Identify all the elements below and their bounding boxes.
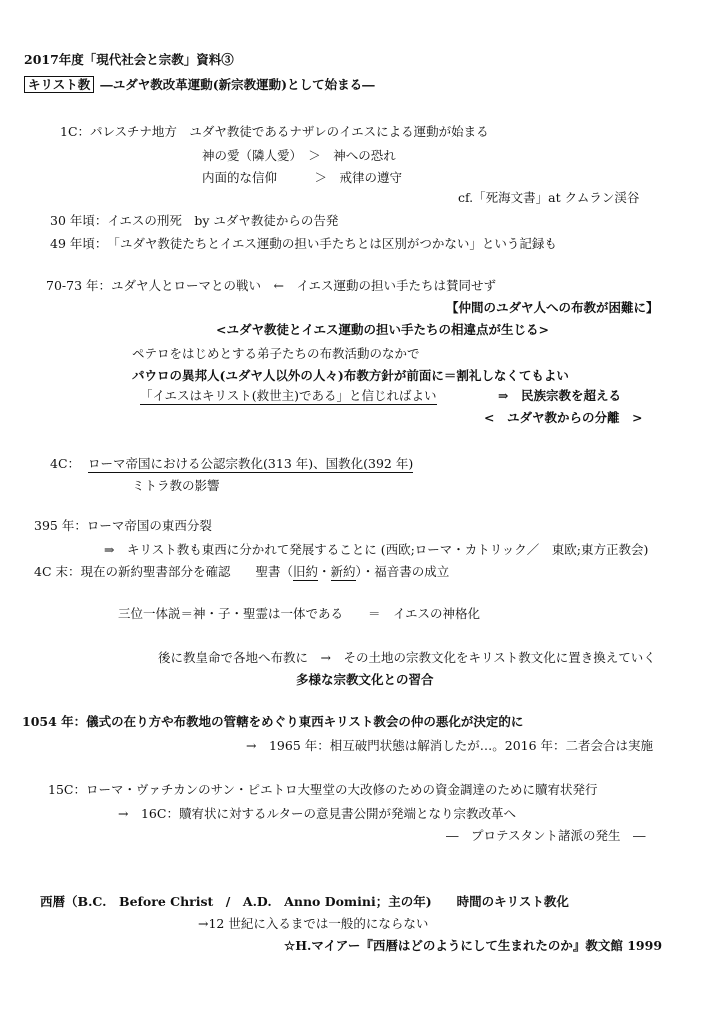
1c-line1: 1C：パレスチナ地方 ユダヤ教徒であるナザレのイエスによる運動が始まる	[60, 124, 489, 139]
protestant-line: ― プロテスタント諸派の発生 ―	[446, 828, 646, 843]
header-row	[24, 77, 375, 93]
1965-line: → 1965 年：相互破門状態は解消したが…。2016 年：二者会合は実施	[246, 738, 654, 753]
seireki-line: 西暦（B.C. Before Christ / A.D. Anno Domini；主の年) 時間のキリスト教化	[40, 894, 569, 909]
cf-dead-sea: cf.「死海文書」at クムラン渓谷	[458, 190, 640, 205]
70-73-line: 70-73 年：ユダヤ人とローマとの戦い ← イエス運動の担い手たちは賛同せず	[46, 278, 496, 293]
doc-subtitle: ―ユダヤ教改革運動(新宗教運動)として始まる―	[100, 77, 375, 92]
1054-line: 1054 年：儀式の在り方や布教地の管轄をめぐり東西キリスト教会の仲の悪化が決定的に	[22, 714, 524, 729]
east-west-line: ⇒ キリスト教も東西に分かれて発展することに (西欧;ローマ・カトリック／ 東欧;東方正教会)	[104, 542, 649, 557]
doc-title: 2017年度「現代社会と宗教」資料③	[24, 52, 234, 67]
1c-line3: 内面的な信仰 ＞ 戒律の遵守	[202, 170, 403, 185]
separation-line: < ユダヤ教からの分離 >	[484, 410, 643, 425]
15c-line: 15C：ローマ・ヴァチカンのサン・ピエトロ大聖堂の大改修のための資金調達のために贖宥状発行	[48, 782, 598, 797]
395-line: 395 年：ローマ帝国の東西分裂	[34, 518, 212, 533]
mithra-line: ミトラ教の影響	[132, 478, 220, 493]
4c-line: 4C： ローマ帝国における公認宗教化(313 年)、国教化(392 年)	[50, 456, 414, 471]
syncretism-line: 多様な宗教文化との習合	[296, 672, 434, 687]
belief-line: 「イエスはキリスト(救世主)である」と信じればよい	[140, 388, 437, 403]
12th-century-line: →12 世紀に入るまでは一般的にならない	[198, 916, 429, 931]
beyond-ethnic: ⇒ 民族宗教を超える	[498, 388, 621, 403]
peter-line: ペテロをはじめとする弟子たちの布教活動のなかで	[132, 346, 420, 361]
reference-line: ☆H.マイアー『西暦はどのようにして生まれたのか』教文館 1999	[284, 938, 663, 953]
mission-line: 後に教皇命で各地へ布教に → その土地の宗教文化をキリスト教文化に置き換えていく	[158, 650, 656, 665]
differences-heading: <ユダヤ教徒とイエス運動の担い手たちの相違点が生じる>	[216, 322, 549, 337]
49-ad-line: 49 年頃： 「ユダヤ教徒たちとイエス運動の担い手たちとは区別がつかない」という記録も	[50, 236, 557, 251]
1c-label: 1C：	[60, 124, 91, 139]
1c-line2: 神の愛（隣人愛） ＞ 神への恐れ	[202, 148, 396, 163]
mission-difficulty: 【仲間のユダヤ人への布教が困難に】	[446, 300, 659, 315]
paul-line: パウロの異邦人(ユダヤ人以外の人々)布教方針が前面に＝割礼しなくてもよい	[132, 368, 569, 383]
trinity-line: 三位一体説＝神・子・聖霊は一体である ＝ イエスの神格化	[118, 606, 481, 621]
30-ad-line: 30 年頃：イエスの刑死 by ユダヤ教徒からの告発	[50, 213, 339, 228]
christianity-tag: キリスト教	[24, 76, 94, 93]
4c-end-line: 4C 末：現在の新約聖書部分を確認 聖書（旧約・新約）・福音書の成立	[34, 564, 450, 579]
16c-line: → 16C：贖宥状に対するルターの意見書公開が発端となり宗教改革へ	[118, 806, 516, 821]
